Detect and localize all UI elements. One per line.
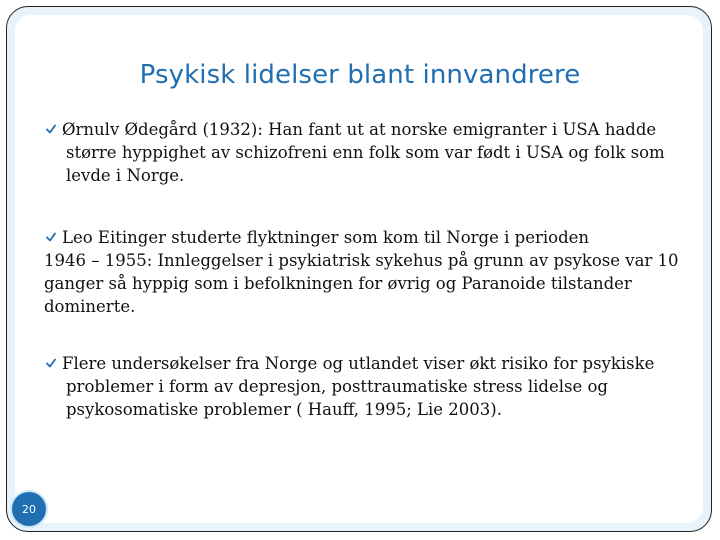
paragraph-eitinger [44, 226, 690, 318]
paragraph-continuation: 1946 – 1955: Innleggelser i psykiatrisk sykehus på grunn av psykose var 10 ganger så hyppig som i befolkningen for øvrig og Paranoide tilstander dominerte. [44, 251, 679, 316]
check-mark-icon [46, 232, 56, 242]
slide-title: Psykisk lidelser blant innvandrere [139, 60, 581, 90]
paragraph-text: Leo Eitinger studerte flyktninger som kom til Norge i perioden [62, 228, 590, 247]
paragraph-text: Flere undersøkelser fra Norge og utlandet viser økt risiko for psykiske problemer i form av depresjon, posttraumatiske stress lidelse og psykosomatiske problemer ( Hauff, 1995; Lie 2003). [62, 354, 655, 419]
paragraph-odegard [46, 118, 706, 187]
check-mark-icon [46, 124, 56, 134]
paragraph-text: Ørnulv Ødegård (1932): Han fant ut at norske emigranter i USA hadde større hyppighet av schizofreni enn folk som var født i USA og folk som levde i Norge. [62, 120, 665, 185]
check-mark-icon [46, 358, 56, 368]
paragraph-studies [46, 352, 706, 421]
page-number-badge: 20 [12, 492, 46, 526]
paragraph-first-line [44, 226, 690, 249]
